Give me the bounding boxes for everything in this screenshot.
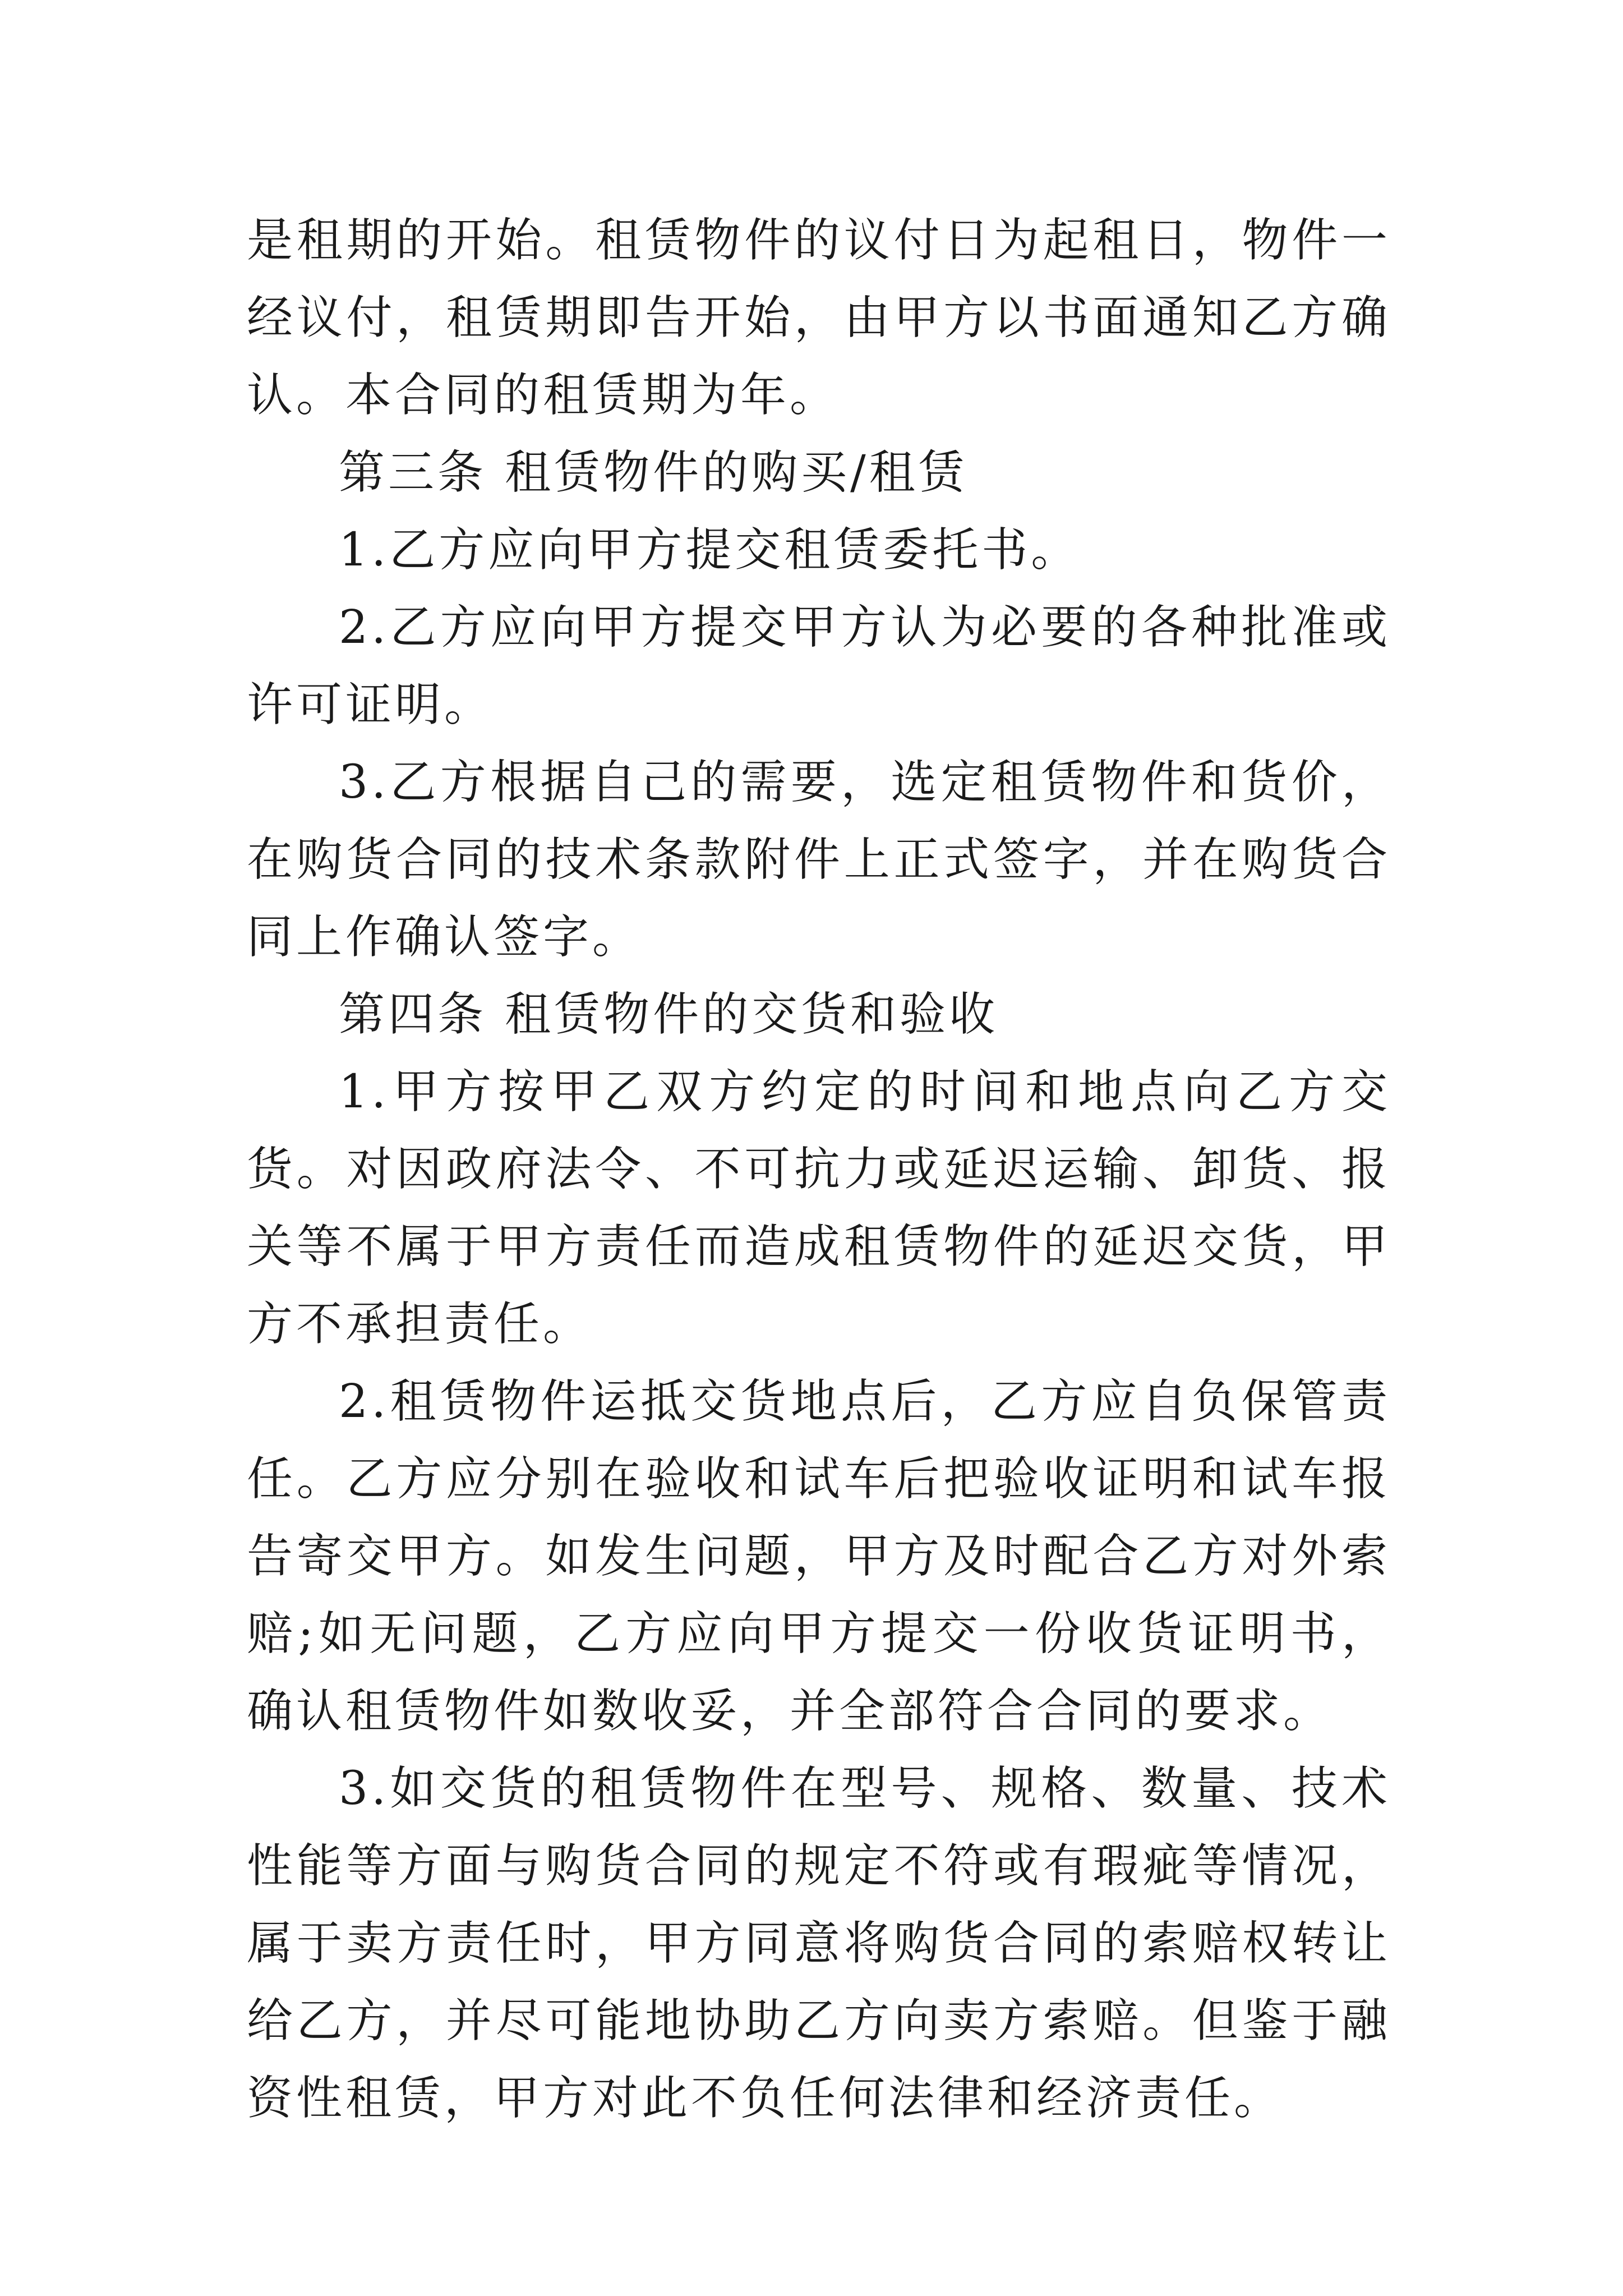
clause-4-2: 2.租赁物件运抵交货地点后，乙方应自负保管责任。乙方应分别在验收和试车后把验收证明和试车报告寄交甲方。如发生问题，甲方及时配合乙方对外索赔;如无问题，乙方应向甲方提交一份收货证明书，确认租赁物件如数收妥，并全部符合合同的要求。	[247, 1375, 1391, 1738]
clause-3-1: 1.乙方应向甲方提交租赁委托书。	[339, 523, 1081, 577]
clause-3-2: 2.乙方应向甲方提交甲方认为必要的各种批准或许可证明。	[247, 601, 1391, 731]
section-heading-article-3: 第三条 租赁物件的购买/租赁	[339, 446, 968, 499]
section-heading-article-4: 第四条 租赁物件的交货和验收	[339, 988, 999, 1041]
clause-3-3: 3.乙方根据自己的需要，选定租赁物件和货价，在购货合同的技术条款附件上正式签字，并在购货合同上作确认签字。	[247, 756, 1391, 964]
document-page	[247, 202, 1391, 2137]
paragraph-lease-term: 是租期的开始。租赁物件的议付日为起租日，物件一经议付，租赁期即告开始，由甲方以书面通知乙方确认。本合同的租赁期为年。	[247, 214, 1391, 422]
clause-4-3: 3.如交货的租赁物件在型号、规格、数量、技术性能等方面与购货合同的规定不符或有瑕疵等情况，属于卖方责任时，甲方同意将购货合同的索赔权转让给乙方，并尽可能地协助乙方向卖方索赔。但鉴于融资性租赁，甲方对此不负任何法律和经济责任。	[247, 1762, 1391, 2125]
clause-4-1: 1.甲方按甲乙双方约定的时间和地点向乙方交货。对因政府法令、不可抗力或延迟运输、卸货、报关等不属于甲方责任而造成租赁物件的延迟交货，甲方不承担责任。	[247, 1065, 1391, 1351]
